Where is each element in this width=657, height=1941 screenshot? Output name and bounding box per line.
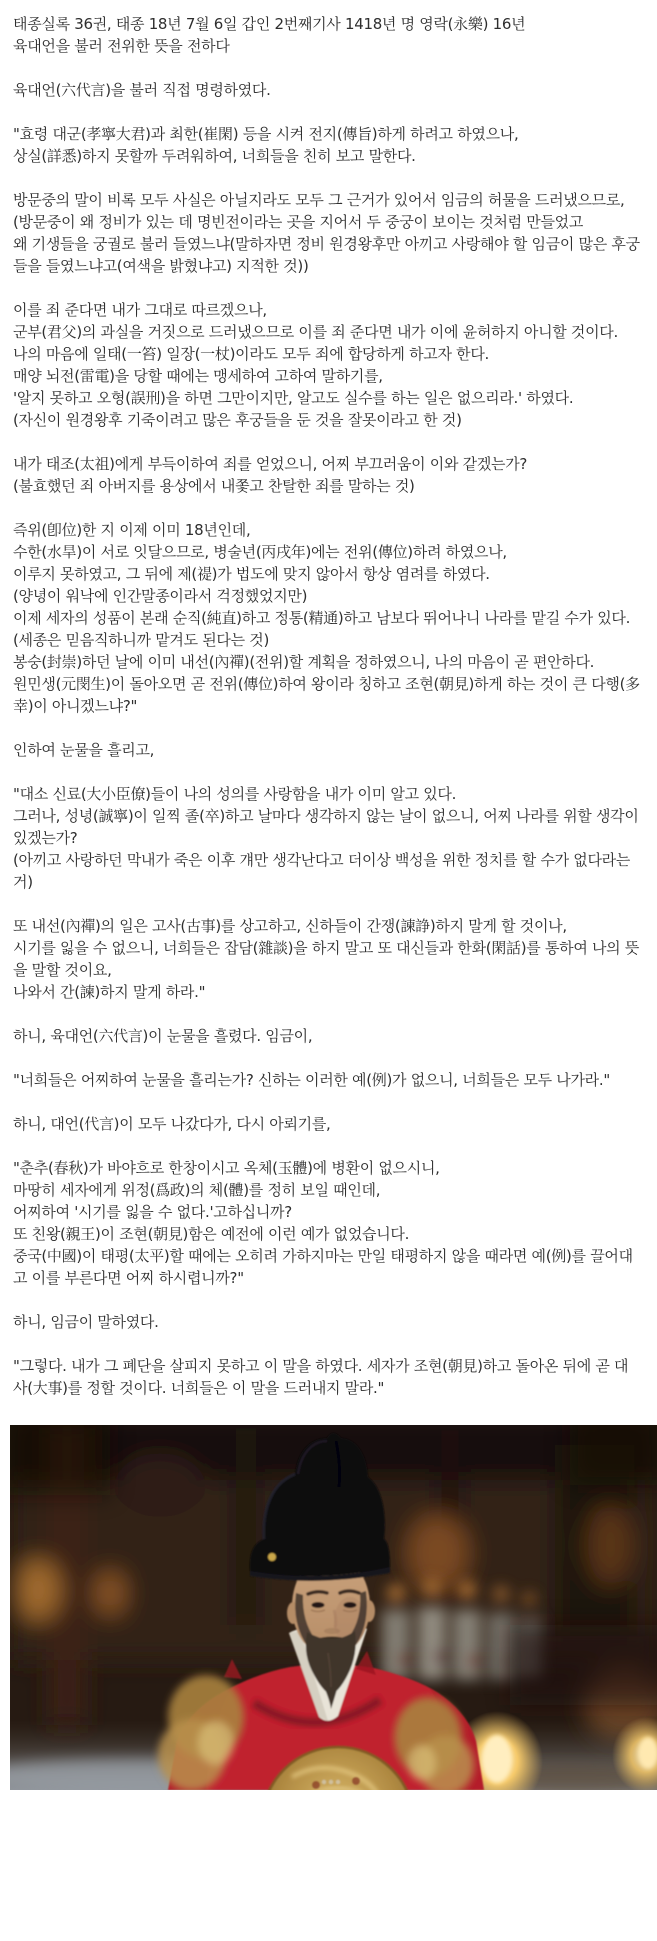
text-line: 하니, 대언(代言)이 모두 나갔다가, 다시 아뢰기를, xyxy=(13,1115,331,1133)
paragraph xyxy=(13,79,642,101)
text-line: 또 내선(內禪)의 일은 고사(古事)를 상고하고, 신하들이 간쟁(諫諍)하지 말게 할 것이나, xyxy=(13,917,567,935)
text-line: 어찌하여 '시기를 잃을 수 없다.'고하십니까? xyxy=(13,1203,292,1221)
text-line: 즉위(卽位)한 지 이제 이미 18년인데, xyxy=(13,521,251,539)
drama-still-image xyxy=(10,1425,657,1790)
text-line: 수한(水旱)이 서로 잇달으므로, 병술년(丙戌年)에는 전위(傳位)하려 하였으나, xyxy=(13,543,507,561)
text-line: "그렇다. 내가 그 폐단을 살피지 못하고 이 말을 하였다. 세자가 조현(朝見)하고 돌아온 뒤에 곧 대사(大事)를 정할 것이다. 너희들은 이 말을 드러내지 말라." xyxy=(13,1357,629,1397)
text-line: 봉숭(封崇)하던 날에 이미 내선(內禪)(전위)할 계획을 정하였으니, 나의 마음이 곧 편안하다. xyxy=(13,653,595,671)
text-line: "너희들은 어찌하여 눈물을 흘리는가? 신하는 이러한 예(例)가 없으니, 너희들은 모두 나가라." xyxy=(13,1071,610,1089)
text-line: 원민생(元閔生)이 돌아오면 곧 전위(傳位)하여 왕이라 칭하고 조현(朝見)하게 하는 것이 큰 다행(多幸)이 아니겠느냐?" xyxy=(13,675,640,715)
text-line: 이제 세자의 성품이 본래 순직(純直)하고 정통(精通)하고 남보다 뛰어나니 나라를 맡길 수가 있다. xyxy=(13,609,631,627)
text-line: "효령 대군(孝寧大君)과 최한(崔閑) 등을 시켜 전지(傳旨)하게 하려고 하였으나, xyxy=(13,125,519,143)
text-line: 상실(詳悉)하지 못할까 두려워하여, 너희들을 친히 보고 말한다. xyxy=(13,147,416,165)
paragraph xyxy=(13,1311,642,1333)
text-line: 육대언을 불러 전위한 뜻을 전하다 xyxy=(13,37,230,55)
text-line: "대소 신료(大小臣僚)들이 나의 성의를 사랑함을 내가 이미 알고 있다. xyxy=(13,785,457,803)
text-line: 왜 기생들을 궁궐로 불러 들였느냐(말하자면 정비 원경왕후만 아끼고 사랑해야 할 임금이 많은 후궁들을 들였느냐고(여색을 밝혔냐고) 지적한 것)) xyxy=(13,235,640,275)
paragraph xyxy=(13,1113,642,1135)
text-line: 매양 뇌전(雷電)을 당할 때에는 맹세하여 고하여 말하기를, xyxy=(13,367,383,385)
text-line: (아끼고 사랑하던 막내가 죽은 이후 걔만 생각난다고 더이상 백성을 위한 정치를 할 수가 없다라는 거) xyxy=(13,851,631,891)
paragraph xyxy=(13,783,642,893)
text-line: (불효했던 죄 아버지를 용상에서 내쫓고 찬탈한 죄를 말하는 것) xyxy=(13,477,415,495)
paragraph xyxy=(13,519,642,717)
text-line: 내가 태조(太祖)에게 부득이하여 죄를 얻었으니, 어찌 부끄러움이 이와 같겠는가? xyxy=(13,455,528,473)
text-line: 군부(君父)의 과실을 거짓으로 드러냈으므로 이를 죄 준다면 내가 이에 윤허하지 아니할 것이다. xyxy=(13,323,618,341)
paragraph xyxy=(13,13,642,57)
paragraph xyxy=(13,915,642,1003)
paragraph xyxy=(13,189,642,277)
watermark-dots xyxy=(322,1780,340,1784)
text-line: 태종실록 36권, 태종 18년 7월 6일 갑인 2번째기사 1418년 명 영락(永樂) 16년 xyxy=(13,15,526,33)
text-line: 나의 마음에 일태(一笞) 일장(一杖)이라도 모두 죄에 합당하게 하고자 한다. xyxy=(13,345,489,363)
paragraph xyxy=(13,1069,642,1091)
paragraph xyxy=(13,739,642,761)
text-line: 인하여 눈물을 흘리고, xyxy=(13,741,155,759)
text-line: 그러나, 성녕(誠寧)이 일찍 졸(卒)하고 날마다 생각하지 않는 날이 없으니, 어찌 나라를 위할 생각이 있겠는가? xyxy=(13,807,639,847)
text-line: 이를 죄 준다면 내가 그대로 따르겠으나, xyxy=(13,301,267,319)
text-line: 또 친왕(親王)이 조현(朝見)함은 예전에 이런 예가 없었습니다. xyxy=(13,1225,410,1243)
hat-gold-pin xyxy=(268,1553,276,1561)
text-line: 마땅히 세자에게 위정(爲政)의 체(體)를 정히 보일 때인데, xyxy=(13,1181,381,1199)
text-line: 이루지 못하였고, 그 뒤에 제(禔)가 법도에 맞지 않아서 항상 염려를 하였다. xyxy=(13,565,490,583)
text-line: 시기를 잃을 수 없으니, 너희들은 잡담(雜談)을 하지 말고 또 대신들과 한화(閑話)를 통하여 나의 뜻을 말할 것이요, xyxy=(13,939,640,979)
paragraph xyxy=(13,1355,642,1399)
text-line: (자신이 원경왕후 기죽이려고 많은 후궁들을 둔 것을 잘못이라고 한 것) xyxy=(13,411,462,429)
drama-still-photo xyxy=(10,1425,657,1790)
paragraph xyxy=(13,453,642,497)
paragraph xyxy=(13,123,642,167)
text-line: 육대언(六代言)을 불러 직접 명령하였다. xyxy=(13,81,271,99)
text-line: 중국(中國)이 태평(太平)할 때에는 오히려 가하지마는 만일 태평하지 않을 때라면 예(例)를 끌어대고 이를 부른다면 어찌 하시렵니까?" xyxy=(13,1247,633,1287)
text-line: 하니, 육대언(六代言)이 눈물을 흘렸다. 임금이, xyxy=(13,1027,313,1045)
text-line: (양녕이 워낙에 인간말종이라서 걱정했었지만) xyxy=(13,587,308,605)
paragraph xyxy=(13,1157,642,1289)
text-line: (방문중이 왜 정비가 있는 데 명빈전이라는 곳을 지어서 두 중궁이 보이는 것처럼 만들었고 xyxy=(13,213,584,231)
paragraph xyxy=(13,299,642,431)
text-line: '알지 못하고 오형(誤刑)을 하면 그만이지만, 알고도 실수를 하는 일은 없으리라.' 하였다. xyxy=(13,389,574,407)
text-line: "춘추(春秋)가 바야흐로 한창이시고 옥체(玉體)에 병환이 없으시니, xyxy=(13,1159,440,1177)
text-line: 나와서 간(諫)하지 말게 하라." xyxy=(13,983,206,1001)
text-line: 방문중의 말이 비록 모두 사실은 아닐지라도 모두 그 근거가 있어서 임금의 허물을 드러냈으므로, xyxy=(13,191,625,209)
text-line: (세종은 믿음직하니까 맡겨도 된다는 것) xyxy=(13,631,270,649)
text-line: 하니, 임금이 말하였다. xyxy=(13,1313,159,1331)
paragraph xyxy=(13,1025,642,1047)
